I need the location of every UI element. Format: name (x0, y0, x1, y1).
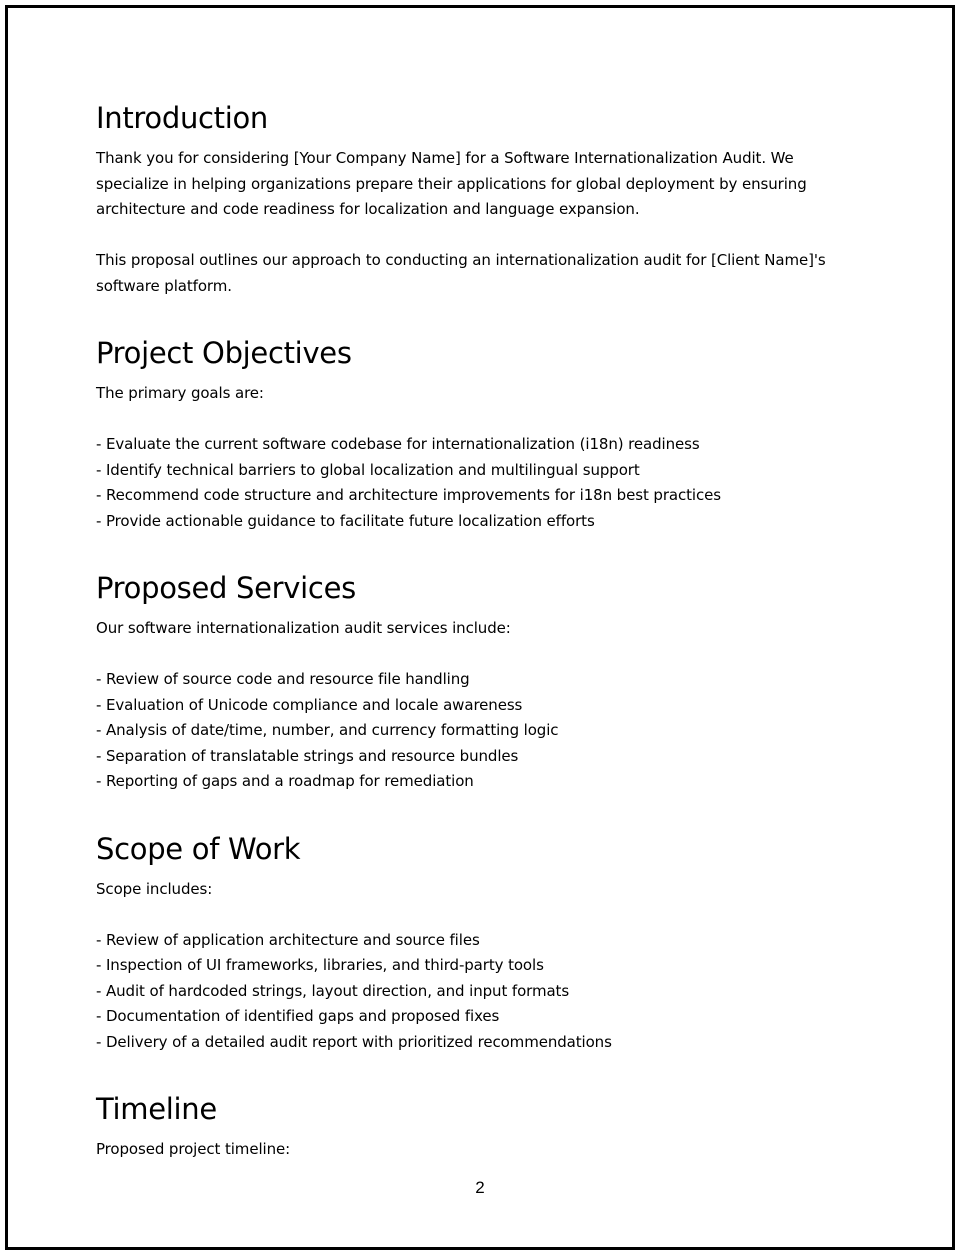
section-proposed-services (96, 568, 856, 795)
heading-timeline: Timeline (96, 1092, 217, 1126)
section-timeline (96, 1089, 856, 1163)
scope-intro: Scope includes: (96, 879, 213, 898)
list-item: - Identify technical barriers to global localization and multilingual support (96, 460, 640, 479)
list-item: - Evaluate the current software codebase for internationalization (i18n) readiness (96, 435, 700, 453)
objectives-intro: The primary goals are: (96, 384, 264, 402)
heading-scope-of-work: Scope of Work (96, 831, 301, 866)
heading-proposed-services: Proposed Services (96, 571, 356, 605)
paragraph-intro-1: Thank you for considering [Your Company Name] for a Software Internationalization Audit. We specialize in helping organizations prepare their applications for global deployment by ensuring architecture and code readiness for localization and language expansion. (96, 149, 807, 218)
section-scope-of-work (96, 829, 856, 1056)
services-intro: Our software internationalization audit services include: (96, 619, 511, 637)
services-list (96, 667, 856, 795)
document-body (96, 98, 856, 1163)
section-introduction (96, 98, 856, 299)
list-item: - Provide actionable guidance to facilitate future localization efforts (96, 511, 595, 530)
heading-introduction: Introduction (96, 101, 269, 135)
paragraph-intro-2: This proposal outlines our approach to conducting an internationalization audit for [Client Name]'s software platform. (96, 251, 826, 295)
timeline-intro: Proposed project timeline: (96, 1140, 291, 1158)
list-item: - Recommend code structure and architecture improvements for i18n best practices (96, 486, 721, 504)
list-item: - Separation of translatable strings and resource bundles (96, 746, 519, 765)
heading-project-objectives: Project Objectives (96, 336, 352, 370)
list-item: - Documentation of identified gaps and proposed fixes (96, 1007, 500, 1025)
list-item: - Reporting of gaps and a roadmap for remediation (96, 772, 474, 790)
list-item: - Audit of hardcoded strings, layout direction, and input formats (96, 981, 570, 1000)
list-item: - Inspection of UI frameworks, libraries, and third-party tools (96, 956, 544, 974)
scope-list (96, 928, 856, 1056)
list-item: - Evaluation of Unicode compliance and locale awareness (96, 695, 523, 714)
list-item: - Analysis of date/time, number, and currency formatting logic (96, 721, 559, 739)
section-project-objectives (96, 333, 856, 534)
list-item: - Review of source code and resource file handling (96, 670, 470, 688)
page-number: 2 (475, 1178, 485, 1197)
list-item: - Delivery of a detailed audit report with prioritized recommendations (96, 1032, 612, 1051)
objectives-list (96, 432, 856, 534)
list-item: - Review of application architecture and source files (96, 930, 480, 949)
